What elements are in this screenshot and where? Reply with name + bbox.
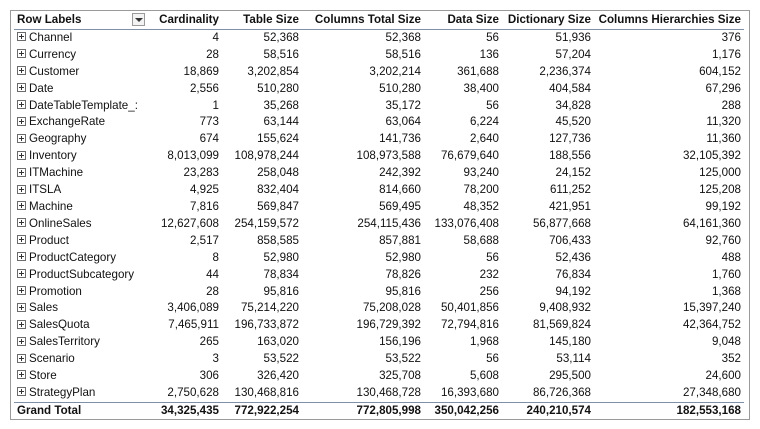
dictionary-size-cell: 86,726,368 — [532, 385, 591, 399]
table-row — [14, 81, 744, 98]
row-label-cell — [14, 233, 148, 250]
filter-dropdown-icon[interactable] — [132, 13, 145, 26]
row-label[interactable]: Sales — [29, 301, 59, 315]
expand-icon[interactable] — [17, 100, 26, 109]
columns-total-size-cell: 242,392 — [379, 166, 421, 180]
dictionary-size-cell: 188,556 — [549, 149, 591, 163]
expand-icon[interactable] — [17, 387, 26, 396]
data-size-cell: 5,608 — [469, 369, 499, 383]
table-row — [14, 199, 744, 216]
row-label-cell — [14, 334, 148, 351]
dictionary-size-cell: 295,500 — [549, 369, 591, 383]
dictionary-size-cell: 76,834 — [555, 267, 591, 281]
row-label[interactable]: SalesTerritory — [29, 335, 100, 349]
cardinality-cell: 12,627,608 — [160, 216, 219, 230]
table-size-cell: 53,522 — [263, 352, 299, 366]
table-size-cell: 52,368 — [263, 30, 299, 44]
dictionary-size-cell: 51,936 — [555, 30, 591, 44]
columns-hierarchies-size-cell: 604,152 — [699, 64, 741, 78]
row-label[interactable]: OnlineSales — [29, 216, 92, 230]
columns-hierarchies-size-cell: 92,760 — [705, 233, 741, 247]
columns-total-size-cell: 141,736 — [379, 132, 421, 146]
table-size-cell: 510,280 — [257, 81, 299, 95]
columns-total-size-cell: 63,064 — [385, 115, 421, 129]
columns-total-size-cell: 130,468,728 — [356, 385, 421, 399]
dictionary-size-cell: 52,436 — [555, 250, 591, 264]
columns-hierarchies-size-cell: 15,397,240 — [682, 301, 741, 315]
expand-icon[interactable] — [17, 337, 26, 346]
row-label-cell — [14, 317, 148, 334]
dictionary-size-cell: 127,736 — [549, 132, 591, 146]
table-row — [14, 165, 744, 182]
data-size-cell: 50,401,856 — [440, 301, 499, 315]
table-row — [14, 148, 744, 165]
dictionary-size-cell: 611,252 — [549, 183, 591, 197]
data-size-cell: 1,968 — [469, 335, 499, 349]
data-size-cell: 361,688 — [457, 64, 499, 78]
row-label-cell — [14, 199, 148, 216]
columns-hierarchies-size-cell: 11,320 — [706, 115, 741, 129]
columns-total-size-cell: 52,368 — [385, 30, 421, 44]
row-label[interactable]: Channel — [29, 30, 73, 44]
columns-total-size-cell: 857,881 — [379, 233, 421, 247]
table-size-cell: 326,420 — [257, 369, 299, 383]
cardinality-cell: 3,406,089 — [167, 301, 219, 315]
data-size-cell: 56 — [486, 352, 499, 366]
columns-hierarchies-size-header[interactable]: Columns Hierarchies Size — [594, 12, 744, 29]
row-label-cell — [14, 368, 148, 385]
table-row — [14, 29, 744, 46]
table-row — [14, 182, 744, 199]
columns-hierarchies-size-cell: 27,348,680 — [682, 385, 741, 399]
columns-total-size-cell: 75,208,028 — [362, 301, 421, 315]
data-size-cell: 48,352 — [463, 199, 499, 213]
cardinality-cell: 674 — [199, 132, 219, 146]
data-size-cell: 133,076,408 — [434, 216, 499, 230]
total-table-size: 772,922,254 — [222, 402, 302, 419]
data-size-cell: 58,688 — [463, 233, 499, 247]
row-label-cell — [14, 64, 148, 81]
row-label[interactable]: Geography — [29, 132, 87, 146]
row-label-cell — [14, 29, 148, 46]
cardinality-cell: 265 — [199, 335, 219, 349]
dictionary-size-cell: 404,584 — [549, 81, 591, 95]
data-size-cell: 72,794,816 — [440, 318, 499, 332]
columns-hierarchies-size-cell: 488 — [721, 250, 741, 264]
cardinality-cell: 773 — [199, 115, 219, 129]
table-size-cell: 3,202,854 — [247, 64, 299, 78]
table-size-cell: 254,159,572 — [234, 216, 299, 230]
expand-icon[interactable] — [17, 168, 26, 177]
columns-total-size-cell: 569,495 — [379, 199, 421, 213]
expand-icon[interactable] — [17, 151, 26, 160]
dictionary-size-cell: 34,828 — [555, 98, 591, 112]
expand-icon[interactable] — [17, 252, 26, 261]
cardinality-cell: 44 — [206, 267, 219, 281]
grand-total-label: Grand Total — [14, 402, 148, 419]
table-size-cell: 58,516 — [263, 47, 299, 61]
table-size-cell: 63,144 — [263, 115, 299, 129]
row-label-cell — [14, 300, 148, 317]
row-label-cell — [14, 148, 148, 165]
table-row — [14, 351, 744, 368]
data-size-cell: 76,679,640 — [440, 149, 499, 163]
row-labels-header[interactable] — [14, 12, 148, 29]
row-label[interactable]: Inventory — [29, 149, 77, 163]
row-labels-header-label: Row Labels — [17, 13, 82, 26]
row-label[interactable]: ProductCategory — [29, 250, 116, 264]
columns-total-size-cell: 156,196 — [379, 335, 421, 349]
cardinality-cell: 2,556 — [189, 81, 219, 95]
table-size-cell: 75,214,220 — [240, 301, 299, 315]
row-label-cell — [14, 216, 148, 233]
row-label[interactable]: Store — [29, 369, 57, 383]
cardinality-cell: 7,465,911 — [168, 318, 219, 332]
cardinality-cell: 18,869 — [183, 64, 219, 78]
row-label[interactable]: Date — [29, 81, 54, 95]
pivot-table — [14, 12, 744, 420]
cardinality-header[interactable]: Cardinality — [148, 12, 222, 29]
header-row — [14, 12, 744, 29]
table-size-cell: 258,048 — [257, 166, 299, 180]
row-label-cell — [14, 114, 148, 131]
cardinality-cell: 2,750,628 — [167, 385, 219, 399]
total-cardinality: 34,325,435 — [148, 402, 222, 419]
row-label[interactable]: ITSLA — [29, 183, 62, 197]
row-label-cell — [14, 267, 148, 284]
row-label[interactable]: Promotion — [29, 284, 82, 298]
row-label-cell — [14, 98, 148, 115]
row-label[interactable]: Customer — [29, 64, 80, 78]
table-row — [14, 47, 744, 64]
row-label[interactable]: SalesQuota — [29, 318, 90, 332]
table-row — [14, 131, 744, 148]
expand-icon[interactable] — [17, 218, 26, 227]
dictionary-size-cell: 57,204 — [555, 47, 591, 61]
columns-hierarchies-size-cell: 352 — [721, 352, 741, 366]
cardinality-cell: 4,925 — [189, 183, 219, 197]
dictionary-size-cell: 94,192 — [555, 284, 591, 298]
columns-hierarchies-size-cell: 67,296 — [705, 81, 741, 95]
row-label[interactable]: Scenario — [29, 352, 75, 366]
columns-total-size-cell: 78,826 — [385, 267, 421, 281]
total-data-size: 350,042,256 — [424, 402, 502, 419]
columns-hierarchies-size-cell: 24,600 — [705, 369, 741, 383]
cardinality-cell: 306 — [199, 369, 219, 383]
columns-hierarchies-size-cell: 9,048 — [711, 335, 741, 349]
row-label-cell — [14, 131, 148, 148]
expand-icon[interactable] — [17, 66, 26, 75]
columns-hierarchies-size-cell: 42,364,752 — [682, 318, 741, 332]
dictionary-size-cell: 56,877,668 — [532, 216, 591, 230]
row-label[interactable]: DateTableTemplate_: — [29, 98, 138, 112]
table-row — [14, 216, 744, 233]
table-row — [14, 368, 744, 385]
cardinality-cell: 1 — [212, 98, 219, 112]
expand-icon[interactable] — [17, 49, 26, 58]
table-row — [14, 250, 744, 267]
row-label[interactable]: ITMachine — [29, 166, 84, 180]
table-row — [14, 267, 744, 284]
cardinality-cell: 8 — [212, 250, 219, 264]
columns-hierarchies-size-cell: 125,000 — [699, 166, 741, 180]
table-size-cell: 858,585 — [257, 233, 299, 247]
table-size-cell: 569,847 — [257, 199, 299, 213]
table-row — [14, 300, 744, 317]
cardinality-cell: 2,517 — [189, 233, 219, 247]
columns-total-size-cell: 254,115,436 — [357, 216, 421, 230]
columns-hierarchies-size-cell: 64,161,360 — [682, 216, 741, 230]
data-size-cell: 136 — [479, 47, 499, 61]
data-size-header[interactable]: Data Size — [424, 12, 502, 29]
table-size-cell: 78,834 — [263, 267, 299, 281]
row-label-cell — [14, 81, 148, 98]
columns-total-size-cell: 52,980 — [385, 250, 421, 264]
row-label[interactable]: Machine — [29, 199, 73, 213]
expand-icon[interactable] — [17, 185, 26, 194]
dictionary-size-cell: 706,433 — [549, 233, 591, 247]
expand-icon[interactable] — [17, 354, 26, 363]
cardinality-cell: 8,013,099 — [167, 149, 219, 163]
dictionary-size-cell: 45,520 — [555, 115, 591, 129]
row-label[interactable]: ExchangeRate — [29, 115, 106, 129]
cardinality-cell: 28 — [206, 284, 219, 298]
table-size-cell: 35,268 — [263, 98, 299, 112]
data-size-cell: 6,224 — [469, 115, 499, 129]
expand-icon[interactable] — [17, 83, 26, 92]
data-size-cell: 56 — [486, 98, 499, 112]
row-label-cell — [14, 165, 148, 182]
columns-total-size-cell: 35,172 — [385, 98, 421, 112]
data-size-cell: 232 — [479, 267, 499, 281]
data-size-cell: 38,400 — [463, 81, 499, 95]
table-size-header[interactable]: Table Size — [222, 12, 302, 29]
data-size-cell: 16,393,680 — [440, 385, 499, 399]
expand-icon[interactable] — [17, 320, 26, 329]
data-size-cell: 56 — [486, 30, 499, 44]
total-columns-hierarchies-size: 182,553,168 — [594, 402, 744, 419]
table-size-cell: 155,624 — [257, 132, 299, 146]
table-size-cell: 52,980 — [263, 250, 299, 264]
table-row — [14, 334, 744, 351]
table-size-cell: 108,978,244 — [234, 149, 299, 163]
cardinality-cell: 3 — [212, 352, 219, 366]
columns-hierarchies-size-cell: 1,176 — [711, 47, 741, 61]
columns-hierarchies-size-cell: 99,192 — [705, 199, 741, 213]
grand-total-row — [14, 402, 744, 419]
cardinality-cell: 23,283 — [183, 166, 219, 180]
expand-icon[interactable] — [17, 235, 26, 244]
expand-icon[interactable] — [17, 303, 26, 312]
table-size-cell: 95,816 — [263, 284, 299, 298]
expand-icon[interactable] — [17, 32, 26, 41]
table-row — [14, 317, 744, 334]
columns-total-size-cell: 53,522 — [385, 352, 421, 366]
data-size-cell: 78,200 — [463, 183, 499, 197]
cardinality-cell: 28 — [206, 47, 219, 61]
row-label-cell — [14, 284, 148, 301]
table-row — [14, 98, 744, 115]
row-label-cell — [14, 250, 148, 267]
row-label-cell — [14, 47, 148, 64]
dictionary-size-header[interactable]: Dictionary Size — [502, 12, 594, 29]
columns-hierarchies-size-cell: 376 — [721, 30, 741, 44]
expand-icon[interactable] — [17, 269, 26, 278]
row-label-cell — [14, 182, 148, 199]
expand-icon[interactable] — [17, 286, 26, 295]
cardinality-cell: 4 — [212, 30, 219, 44]
row-label-cell — [14, 351, 148, 368]
table-size-cell: 130,468,816 — [234, 385, 299, 399]
columns-total-size-header[interactable]: Columns Total Size — [302, 12, 424, 29]
dictionary-size-cell: 145,180 — [549, 335, 591, 349]
expand-icon[interactable] — [17, 117, 26, 126]
table-size-cell: 832,404 — [257, 183, 299, 197]
total-dictionary-size: 240,210,574 — [502, 402, 594, 419]
table-size-cell: 163,020 — [257, 335, 299, 349]
table-size-cell: 196,733,872 — [234, 318, 299, 332]
expand-icon[interactable] — [17, 201, 26, 210]
data-size-cell: 56 — [486, 250, 499, 264]
columns-total-size-cell: 108,973,588 — [356, 149, 421, 163]
table-row — [14, 284, 744, 301]
columns-total-size-cell: 58,516 — [385, 47, 421, 61]
columns-hierarchies-size-cell: 1,760 — [711, 267, 741, 281]
dictionary-size-cell: 421,951 — [549, 199, 591, 213]
row-label[interactable]: Currency — [29, 47, 77, 61]
row-label[interactable]: Product — [29, 233, 69, 247]
columns-hierarchies-size-cell: 11,360 — [706, 132, 741, 146]
total-columns-total-size: 772,805,998 — [302, 402, 424, 419]
data-size-cell: 2,640 — [469, 132, 499, 146]
data-size-cell: 256 — [479, 284, 499, 298]
table-row — [14, 385, 744, 402]
cardinality-cell: 7,816 — [189, 199, 219, 213]
table-row — [14, 114, 744, 131]
columns-total-size-cell: 325,708 — [379, 369, 421, 383]
columns-hierarchies-size-cell: 32,105,392 — [682, 149, 741, 163]
columns-total-size-cell: 510,280 — [379, 81, 421, 95]
columns-hierarchies-size-cell: 125,208 — [699, 183, 741, 197]
row-label[interactable]: StrategyPlan — [29, 385, 96, 399]
columns-total-size-cell: 3,202,214 — [369, 64, 421, 78]
row-label[interactable]: ProductSubcategory — [29, 267, 135, 281]
columns-total-size-cell: 95,816 — [385, 284, 421, 298]
dictionary-size-cell: 81,569,824 — [532, 318, 591, 332]
columns-hierarchies-size-cell: 288 — [721, 98, 741, 112]
columns-hierarchies-size-cell: 1,368 — [711, 284, 741, 298]
table-row — [14, 233, 744, 250]
dictionary-size-cell: 9,408,932 — [539, 301, 591, 315]
columns-total-size-cell: 196,729,392 — [356, 318, 421, 332]
table-row — [14, 64, 744, 81]
columns-total-size-cell: 814,660 — [379, 183, 421, 197]
pivot-body — [14, 29, 744, 402]
expand-icon[interactable] — [17, 370, 26, 379]
expand-icon[interactable] — [17, 134, 26, 143]
data-size-cell: 93,240 — [463, 166, 499, 180]
row-label-cell — [14, 385, 148, 402]
dictionary-size-cell: 24,152 — [555, 166, 591, 180]
dictionary-size-cell: 2,236,374 — [539, 64, 591, 78]
dictionary-size-cell: 53,114 — [556, 352, 591, 366]
